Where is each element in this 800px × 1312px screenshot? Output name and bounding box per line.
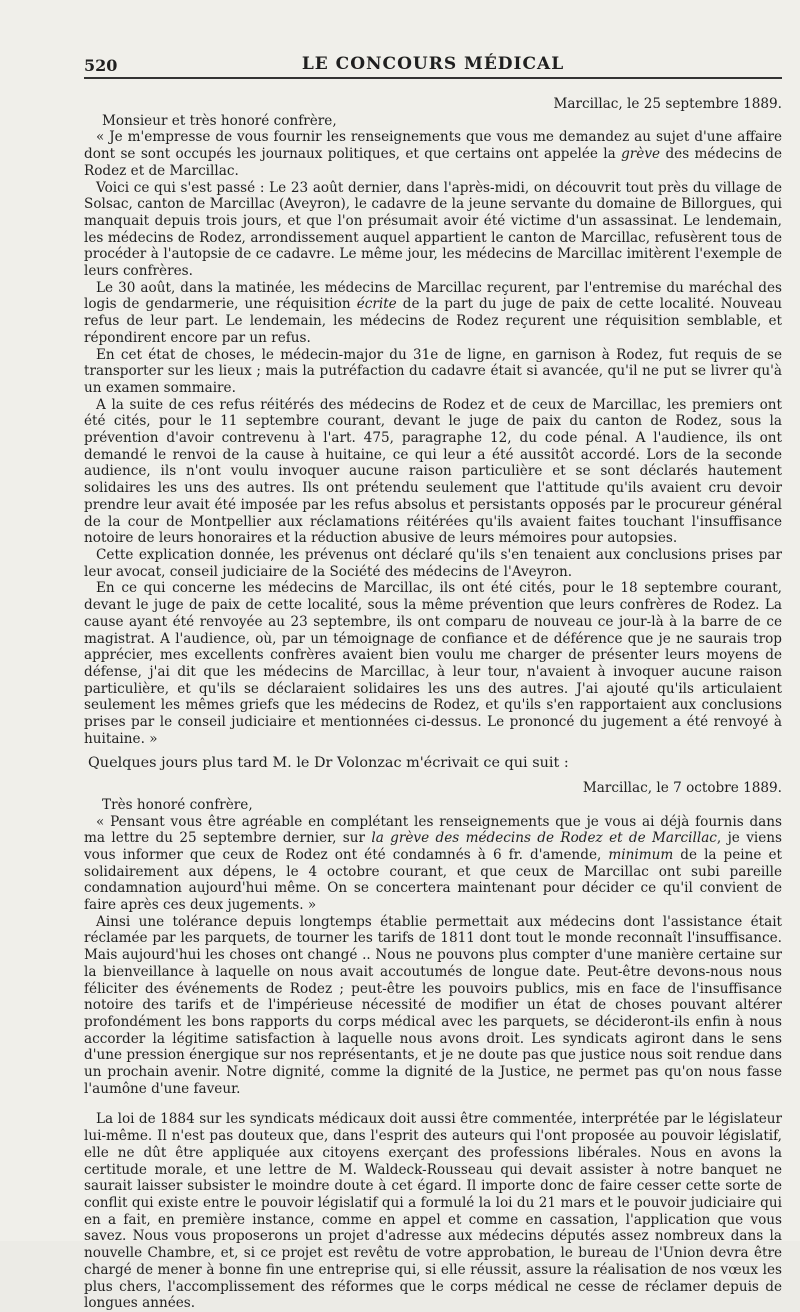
header-rule	[84, 77, 782, 79]
letter2-salutation: Très honoré confrère,	[102, 796, 253, 813]
letter1-paragraph-1: « Je m'empresse de vous fournir les renseignements que vous me demandez au sujet d'une affaire dont se sont occupés les journaux politiques, et que certains ont appelée la grève des médecins de Rodez et de Marcillac.	[84, 129, 782, 179]
letter1-dateline: Marcillac, le 25 septembre 1889.	[553, 96, 782, 112]
article-body	[84, 96, 782, 1312]
commentary-paragraph-2: La loi de 1884 sur les syndicats médicaux doit aussi être commentée, interprétée par le législateur lui-même. Il n'est pas douteux que, dans l'esprit des auteurs qui l'ont proposée au pouvoir législatif, elle ne dût être appliquée aux citoyens exerçant des professions libérales. Nous en avons la certitude morale, et une lettre de M. Waldeck-Rousseau qui devait assister à notre banquet ne saurait laisser subsister le moindre doute à cet égard. Il importe donc de faire cesser cette sorte de conflit qui existe entre le pouvoir législatif qui a formulé la loi du 21 mars et le pouvoir judiciaire qui en a fait, en première instance, comme en appel et comme en cassation, l'application que vous savez. Nous vous proposerons un projet d'adresse aux médecins députés assez nombreux dans la nouvelle Chambre, et, si ce projet est revêtu de votre approbation, le bureau de l'Union devra être chargé de mener à bonne fin une entreprise qui, si elle réussit, assure la réalisation de nos vœux les plus chers, l'accomplissement des réformes que le corps médical ne cesse de réclamer depuis de longues années.	[84, 1111, 782, 1312]
commentary-paragraph-1: Ainsi une tolérance depuis longtemps établie permettait aux médecins dont l'assistance était réclamée par les parquets, de tourner les tarifs de 1811 dont tout le monde reconnaît l'insuffisance. Mais aujourd'hui les choses ont changé .. Nous ne pouvons plus compter d'une manière certaine sur la bienveillance à laquelle on nous avait accoutumés de longue date. Peut-être devons-nous nous féliciter des événements de Rodez ; peut-être les pouvoirs publics, mis en face de l'insuffisance notoire des tarifs et de l'impérieuse nécessité de modifier un état de choses pouvant altérer profondément les bons rapports du corps médical avec les parquets, se décideront-ils enfin à nous accorder la légitime satisfaction à laquelle nous avons droit. Les syndicats agiront dans le sens d'une pression énergique sur nos représentants, et je ne doute pas que justice nous soit rendue dans un prochain avenir. Notre dignité, comme la dignité de la Justice, ne permet pas qu'on nous fasse l'aumône d'une faveur.	[84, 913, 782, 1097]
page-header	[84, 52, 782, 78]
emphasis-ecrite: écrite	[356, 296, 397, 313]
letter1-paragraph-6: Cette explication donnée, les prévenus ont déclaré qu'ils s'en tenaient aux conclusions prises par leur avocat, conseil judiciaire de la Société des médecins de l'Aveyron.	[84, 546, 782, 580]
letter2-dateline: Marcillac, le 7 octobre 1889.	[582, 780, 782, 797]
journal-title: LE CONCOURS MÉDICAL	[301, 54, 565, 74]
page-number: 520	[84, 56, 118, 75]
second-letter-intro: Quelques jours plus tard M. le Dr Volonzac m'écrivait ce qui suit :	[88, 755, 569, 772]
letter1-paragraph-4: En cet état de choses, le médecin-major du 31e de ligne, en garnison à Rodez, fut requis de se transporter sur les lieux ; mais la putréfaction du cadavre était si avancée, qu'il ne put se livrer qu'à un examen sommaire.	[84, 346, 782, 396]
letter1-paragraph-5: A la suite de ces refus réitérés des médecins de Rodez et de ceux de Marcillac, les premiers ont été cités, pour le 11 septembre courant, devant le juge de paix du canton de Rodez, sous la prévention d'avoir contrevenu à l'art. 475, paragraphe 12, du code pénal. A l'audience, ils ont demandé le renvoi de la cause à huitaine, ce qui leur a été aussitôt accordé. Lors de la seconde audience, ils n'ont voulu invoquer aucune raison particulière et se sont déclarés hautement solidaires les uns des autres. Ils ont prétendu seulement que l'attitude qu'ils avaient cru devoir prendre leur avait été imposée par les refus absolus et persistants opposés par le procureur général de la cour de Montpellier aux réclamations réitérées qu'ils avaient faites touchant l'insuffisance notoire de leurs honoraires et la réduction abusive de leurs mémoires pour autopsies.	[84, 396, 782, 547]
letter2-paragraph-1: « Pensant vous être agréable en complétant les renseignements que je vous ai déjà fournis dans ma lettre du 25 septembre dernier, sur la grève des médecins de Rodez et de Marcillac, je viens vous informer que ceux de Rodez ont été condamnés à 6 fr. d'amende, minimum de la peine et solidairement aux dépens, le 4 octobre courant, et que ceux de Marcillac ont subi pareille condamnation aujourd'hui même. On se concertera maintenant pour décider ce qu'il convient de faire après ces deux jugements. »	[84, 813, 783, 914]
letter1-paragraph-3: Le 30 août, dans la matinée, les médecins de Marcillac reçurent, par l'entremise du maréchal des logis de gendarmerie, une réquisition écrite de la part du juge de paix de cette localité. Nouveau refus de leur part. Le lendemain, les médecins de Rodez reçurent une réquisition semblable, et répondirent encore par un refus.	[84, 279, 782, 346]
letter1-paragraph-7: En ce qui concerne les médecins de Marcillac, ils ont été cités, pour le 18 septembre courant, devant le juge de paix de cette localité, sous la même prévention que leurs confrères de Rodez. La cause ayant été renvoyée au 23 septembre, ils ont comparu de nouveau ce jour-là à la barre de ce magistrat. A l'audience, où, par un témoignage de confiance et de déférence que je ne saurais trop apprécier, mes excellents confrères avaient bien voulu me charger de présenter leurs moyens de défense, j'ai dit que les médecins de Marcillac, à leur tour, n'avaient à invoquer aucune raison particulière, et qu'ils se déclaraient solidaires les uns des autres. J'ai ajouté qu'ils articulaient seulement les mêmes griefs que les médecins de Rodez, et qu'ils s'en rapportaient aux conclusions prises par le conseil judiciaire et mentionnées ci-dessus. Le prononcé du jugement a été renvoyé à huitaine. »	[84, 580, 782, 747]
letter1-salutation: Monsieur et très honoré confrère,	[102, 112, 337, 129]
emphasis-greve: grève	[621, 146, 661, 163]
emphasis-minimum: minimum	[608, 846, 674, 863]
emphasis-greve-title: la grève des médecins de Rodez et de Marcillac	[371, 830, 717, 847]
letter1-paragraph-2: Voici ce qui s'est passé : Le 23 août dernier, dans l'après-midi, on découvrit tout près du village de Solsac, canton de Marcillac (Aveyron), le cadavre de la jeune servante du domaine de Billorgues, qui manquait depuis trois jours, et que l'on présumait avoir été victime d'un assassinat. Le lendemain, les médecins de Rodez, arrondissement auquel appartient le canton de Marcillac, refusèrent tous de procéder à l'autopsie de ce cadavre. Le même jour, les médecins de Marcillac imitèrent l'exemple de leurs confrères.	[84, 179, 782, 280]
